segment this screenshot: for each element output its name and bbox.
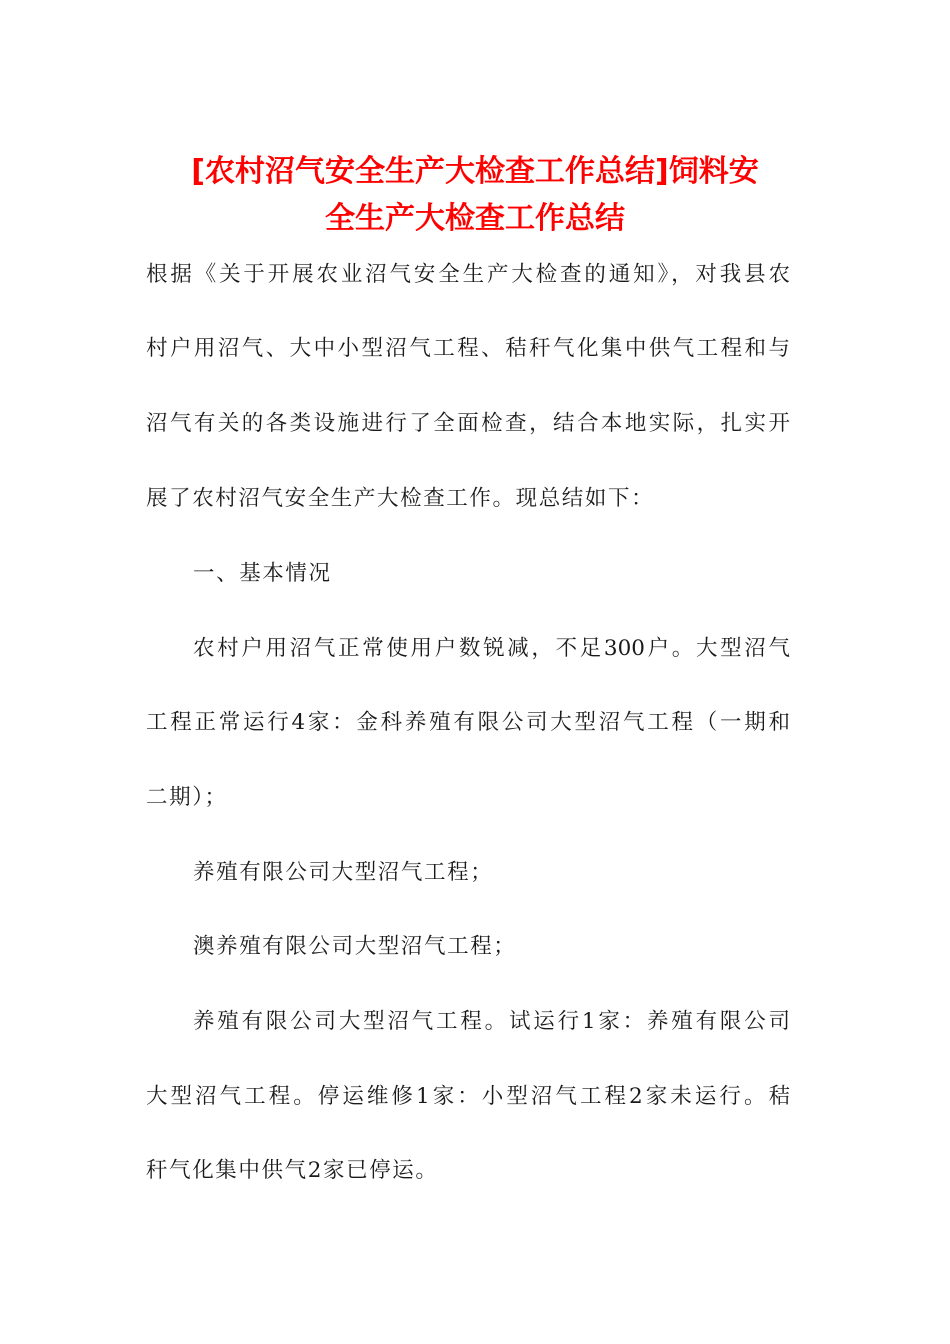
paragraph-1-line-2: 村户用沼气、大中小型沼气工程、秸秆气化集中供气工程和与	[146, 336, 790, 361]
paragraph-3-line-1: 农村户用沼气正常使用户数锐减，不足300户。大型沼气	[193, 636, 790, 661]
title-line-2: 全生产大检查工作总结	[325, 201, 625, 236]
document-title	[120, 148, 830, 242]
paragraph-1-line-3: 沼气有关的各类设施进行了全面检查，结合本地实际，扎实开	[146, 411, 790, 436]
title-line-1: [农村沼气安全生产大检查工作总结]饲料安	[191, 154, 759, 189]
paragraph-6-line-1: 养殖有限公司大型沼气工程。试运行1家：养殖有限公司	[193, 1009, 790, 1034]
paragraph-6-line-2: 大型沼气工程。停运维修1家：小型沼气工程2家未运行。秸	[146, 1084, 790, 1109]
paragraph-3-line-2: 工程正常运行4家：金科养殖有限公司大型沼气工程（一期和	[146, 710, 790, 735]
paragraph-4-line-1: 养殖有限公司大型沼气工程；	[193, 860, 494, 885]
section-heading-basic-situation: 一、基本情况	[193, 561, 332, 586]
paragraph-1-line-1: 根据《关于开展农业沼气安全生产大检查的通知》，对我县农	[146, 262, 790, 287]
paragraph-3-line-3: 二期）；	[146, 785, 228, 810]
paragraph-6-line-3: 秆气化集中供气2家已停运。	[146, 1158, 439, 1183]
paragraph-1-line-4: 展了农村沼气安全生产大检查工作。现总结如下：	[146, 486, 655, 511]
paragraph-5-line-1: 澳养殖有限公司大型沼气工程；	[193, 934, 517, 959]
